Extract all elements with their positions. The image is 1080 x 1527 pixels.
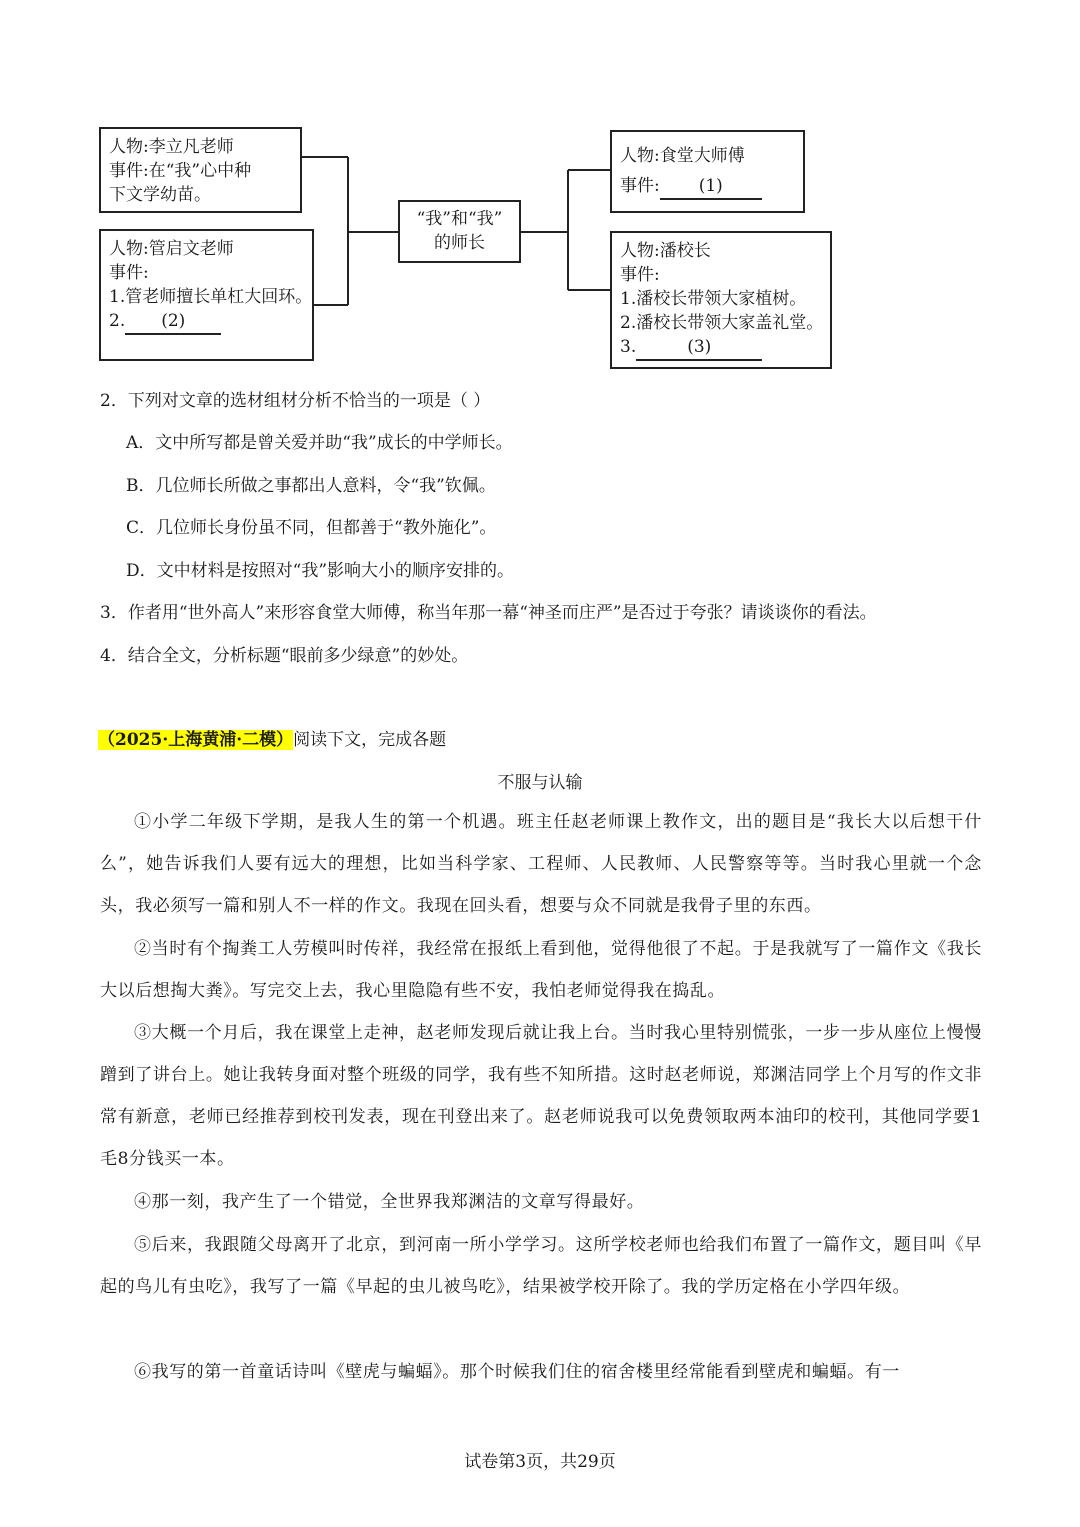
question-2-option-a: A．文中所写都是曾关爱并助“我”成长的中学师长。 bbox=[126, 433, 513, 453]
section-heading bbox=[98, 725, 446, 750]
question-2-stem: 2．下列对文章的选材组材分析不恰当的一项是（ ） bbox=[100, 391, 491, 411]
article-title: 不服与认输 bbox=[497, 773, 583, 793]
box-line: 人物:食堂大师傅 bbox=[620, 146, 745, 166]
diagram-box-pan bbox=[610, 231, 832, 369]
blank-1: (1) bbox=[660, 174, 762, 200]
diagram-box-shitang bbox=[610, 130, 805, 213]
blank-3: (3) bbox=[636, 335, 762, 361]
diagram-box-center bbox=[398, 200, 521, 263]
box-blank-line bbox=[109, 309, 304, 335]
page-footer: 试卷第3页，共29页 bbox=[464, 1452, 616, 1472]
box-line: 事件: bbox=[109, 263, 149, 283]
question-3: 3．作者用“世外高人”来形容食堂大师傅，称当年那一幕“神圣而庄严”是否过于夸张？请谈谈你的看法。 bbox=[100, 603, 877, 623]
center-line: 的师长 bbox=[434, 233, 485, 253]
box-line: 1.潘校长带领大家植树。 bbox=[620, 289, 807, 309]
question-2-option-d: D．文中材料是按照对“我”影响大小的顺序安排的。 bbox=[126, 561, 515, 581]
diagram-box-guan bbox=[99, 229, 314, 361]
box-line: 事件: bbox=[620, 265, 660, 285]
blank-prefix: 事件: bbox=[620, 176, 660, 196]
paragraph-6: ⑥我写的第一首童话诗叫《壁虎与蝙蝠》。那个时候我们住的宿舍楼里经常能看到壁虎和蝙蝠。有一 bbox=[134, 1362, 900, 1382]
box-line: 2.潘校长带领大家盖礼堂。 bbox=[620, 313, 824, 333]
question-2-option-b: B．几位师长所做之事都出人意料，令“我”钦佩。 bbox=[126, 476, 496, 496]
box-blank-line bbox=[620, 335, 822, 361]
paragraph-1: ①小学二年级下学期，是我人生的第一个机遇。班主任赵老师课上教作文，出的题目是“我长大以后想干什么”，她告诉我们人要有远大的理想，比如当科学家、工程师、人民教师、人民警察等等。当时我心里就一个念头，我必须写一篇和别人不一样的作文。我现在回头看，想要与众不同就是我骨子里的东西。 bbox=[100, 812, 982, 916]
paragraph-5: ⑤后来，我跟随父母离开了北京，到河南一所小学学习。这所学校老师也给我们布置了一篇作文，题目叫《早起的鸟儿有虫吃》，我写了一篇《早起的虫儿被鸟吃》，结果被学校开除了。我的学历定格在小学四年级。 bbox=[100, 1235, 982, 1297]
box-line: 事件:在“我”心中种 bbox=[109, 161, 252, 181]
blank-prefix: 3. bbox=[620, 337, 637, 357]
source-tag: （2025·上海黄浦·二模） bbox=[98, 730, 294, 750]
box-line: 人物:李立凡老师 bbox=[109, 137, 234, 157]
paragraph-3: ③大概一个月后，我在课堂上走神，赵老师发现后就让我上台。当时我心里特别慌张，一步一步从座位上慢慢蹭到了讲台上。她让我转身面对整个班级的同学，我有些不知所措。这时赵老师说，郑渊洁同学上个月写的作文非常有新意，老师已经推荐到校刊发表，现在刊登出来了。赵老师说我可以免费领取两本油印的校刊，其他同学要1毛8分钱买一本。 bbox=[100, 1023, 982, 1169]
question-2-option-c: C．几位师长身份虽不同，但都善于“教外施化”。 bbox=[126, 518, 497, 538]
section-instruction: 阅读下文，完成各题 bbox=[293, 730, 447, 750]
diagram-box-li bbox=[99, 127, 302, 213]
blank-prefix: 2. bbox=[109, 311, 126, 331]
center-line: “我”和“我” bbox=[416, 209, 503, 229]
box-line: 人物:潘校长 bbox=[620, 241, 711, 261]
blank-2: (2) bbox=[125, 309, 221, 335]
paragraph-2: ②当时有个掏粪工人劳模叫时传祥，我经常在报纸上看到他，觉得他很了不起。于是我就写了一篇作文《我长大以后想掏大粪》。写完交上去，我心里隐隐有些不安，我怕老师觉得我在捣乱。 bbox=[100, 939, 982, 1001]
box-blank-line bbox=[620, 174, 795, 200]
box-line: 人物:管启文老师 bbox=[109, 239, 234, 259]
paragraph-4: ④那一刻，我产生了一个错觉，全世界我郑渊洁的文章写得最好。 bbox=[134, 1192, 645, 1212]
box-line: 1.管老师擅长单杠大回环。 bbox=[109, 287, 313, 307]
question-4: 4．结合全文，分析标题“眼前多少绿意”的妙处。 bbox=[100, 646, 469, 666]
box-line: 下文学幼苗。 bbox=[109, 185, 211, 205]
